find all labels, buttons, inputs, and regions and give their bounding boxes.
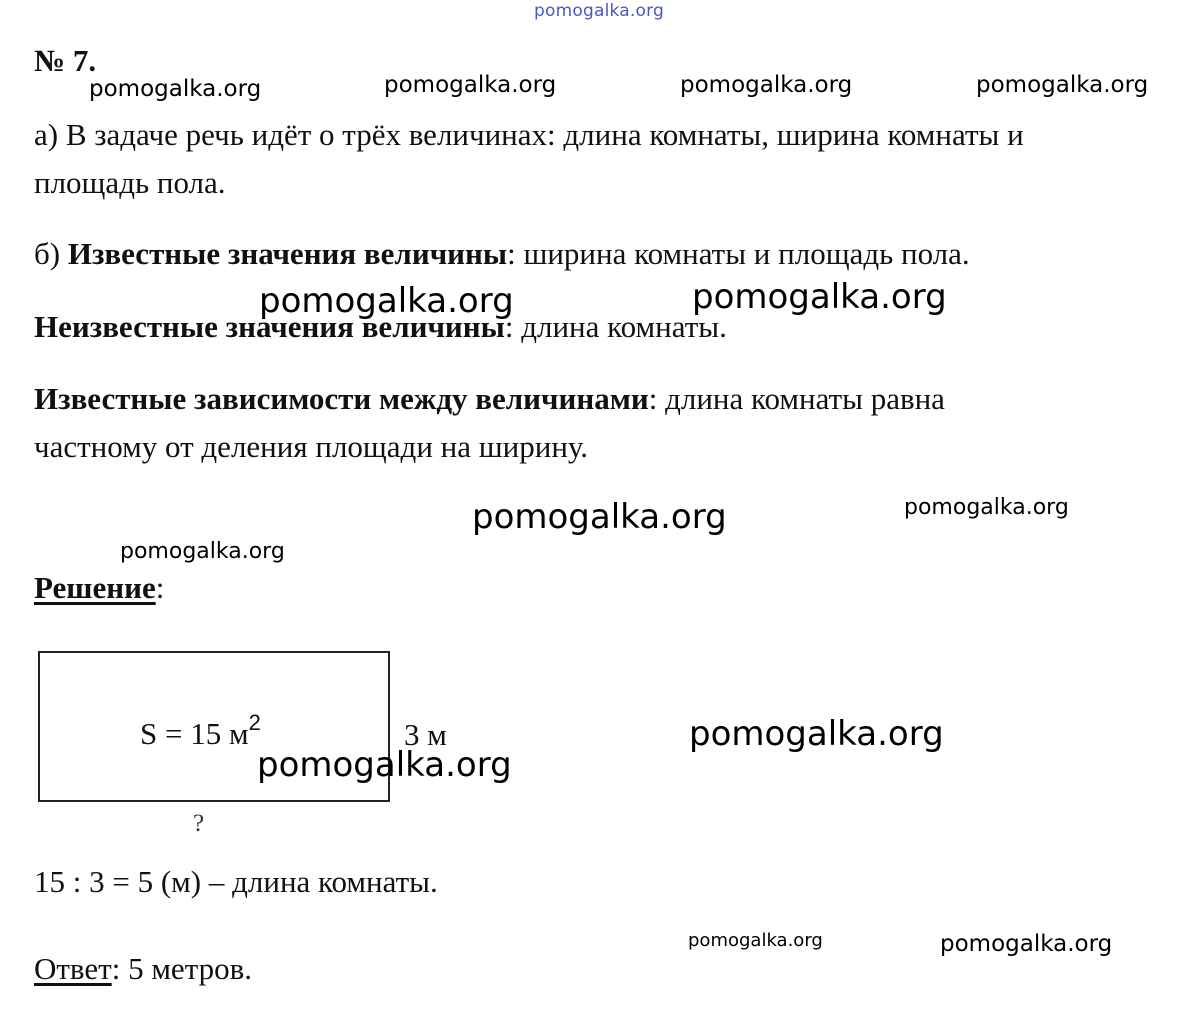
watermark: pomogalka.org <box>472 497 727 537</box>
answer-label: Ответ <box>34 951 112 986</box>
dependencies-line-2: частному от деления площади на ширину. <box>34 429 589 464</box>
answer-line <box>34 953 252 984</box>
dependencies-label: Известные зависимости между величинами <box>34 381 649 416</box>
known-values-label: Известные значения величины <box>67 236 508 271</box>
area-value: S = 15 м <box>140 716 249 751</box>
known-values-text: : ширина комнаты и площадь пола. <box>507 236 970 271</box>
watermark: pomogalka.org <box>120 539 285 564</box>
part-a-line-2: площадь пола. <box>34 165 226 200</box>
room-length-question: ? <box>193 810 205 837</box>
watermark: pomogalka.org <box>689 714 944 754</box>
area-exponent: 2 <box>248 710 261 735</box>
dependencies-line-1 <box>34 383 945 414</box>
watermark: pomogalka.org <box>257 745 512 785</box>
watermark: pomogalka.org <box>89 76 262 102</box>
solution-heading-label: Решение <box>34 570 156 605</box>
unknown-values-text: : длина комнаты. <box>504 309 727 344</box>
known-values-line <box>34 238 970 269</box>
watermark-top: pomogalka.org <box>534 1 664 21</box>
watermark: pomogalka.org <box>976 72 1149 98</box>
task-number: № 7. <box>34 43 97 78</box>
watermark: pomogalka.org <box>384 72 557 98</box>
watermark: pomogalka.org <box>259 281 514 321</box>
unknown-values-label: Неизвестные значения величины <box>34 309 505 344</box>
watermark: pomogalka.org <box>692 277 947 317</box>
solution-heading-colon: : <box>155 570 165 605</box>
watermark: pomogalka.org <box>904 495 1069 520</box>
dependencies-text: : длина комнаты равна <box>648 381 945 416</box>
answer-text: : 5 метров. <box>111 951 253 986</box>
watermark: pomogalka.org <box>680 72 853 98</box>
room-width-label: 3 м <box>404 717 447 752</box>
calculation-line: 15 : 3 = 5 (м) – длина комнаты. <box>34 864 438 899</box>
solution-heading <box>34 572 164 603</box>
part-b-prefix: б) <box>34 236 68 271</box>
watermark: pomogalka.org <box>688 930 823 951</box>
watermark: pomogalka.org <box>940 931 1113 957</box>
room-area-label <box>140 710 261 751</box>
part-a-line-1: а) В задаче речь идёт о трёх величинах: длина комнаты, ширина комнаты и <box>34 117 1024 152</box>
